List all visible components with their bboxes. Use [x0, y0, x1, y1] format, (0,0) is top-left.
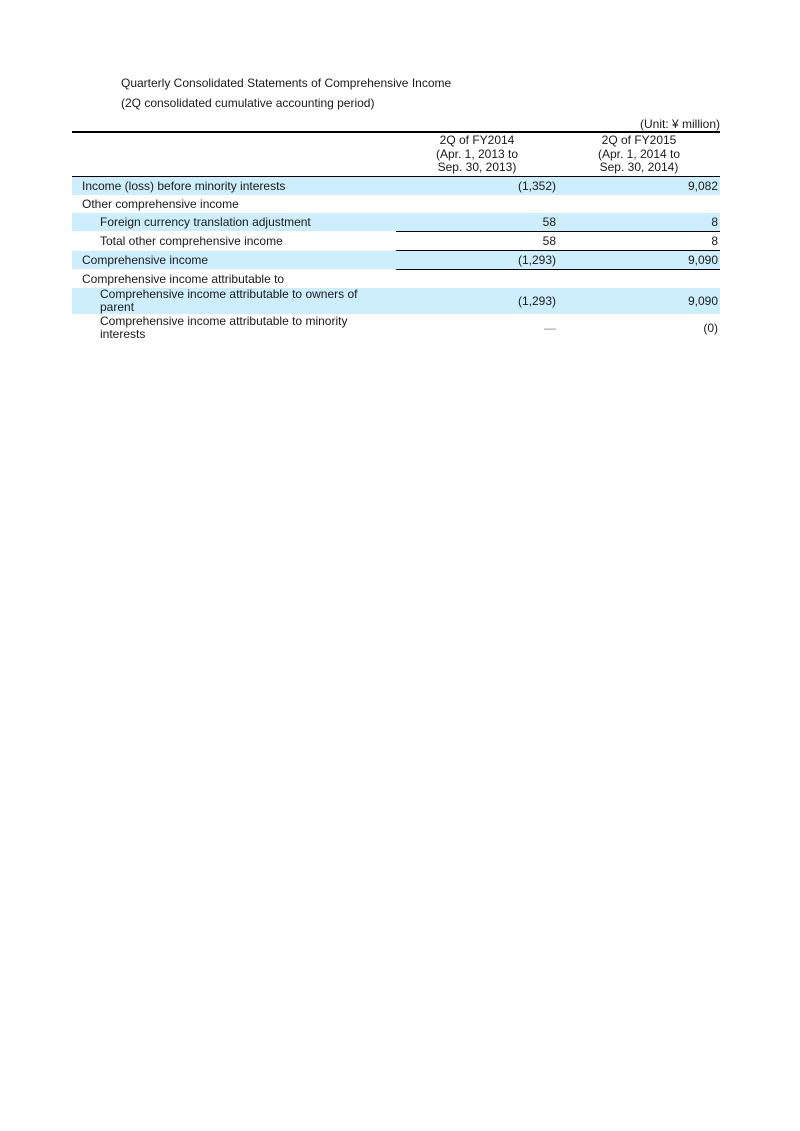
- table-row: [72, 232, 720, 250]
- value-fy2015: 9,082: [687, 179, 718, 193]
- value-fy2015: 8: [711, 215, 718, 229]
- table-row: [72, 251, 720, 269]
- column-header-line: (Apr. 1, 2014 to: [597, 146, 681, 161]
- table-row: [72, 270, 720, 288]
- table-row: [72, 177, 720, 195]
- row-label: Comprehensive income: [82, 253, 209, 267]
- value-fy2014: (1,293): [517, 253, 556, 267]
- statement-subtitle: (2Q consolidated cumulative accounting period): [121, 96, 375, 110]
- column-header-line: Sep. 30, 2014): [599, 160, 679, 174]
- row-label: Total other comprehensive income: [100, 234, 283, 248]
- row-label: Comprehensive income attributable to owners of parent: [100, 287, 358, 314]
- value-fy2014: (1,352): [517, 179, 556, 193]
- value-fy2015: 9,090: [687, 253, 718, 267]
- row-label: Income (loss) before minority interests: [82, 179, 286, 193]
- value-fy2014: (1,293): [517, 294, 556, 308]
- table-row: [72, 288, 720, 314]
- value-fy2014: 58: [542, 215, 556, 229]
- value-fy2015: 9,090: [687, 294, 718, 308]
- table-row: [72, 213, 720, 231]
- value-fy2015: (0): [703, 321, 718, 335]
- value-fy2014: —: [544, 321, 556, 335]
- column-header-line: Sep. 30, 2013): [437, 160, 517, 174]
- row-label: Comprehensive income attributable to: [82, 272, 285, 286]
- unit-label: (Unit: ¥ million): [639, 117, 720, 131]
- column-header-line: 2Q of FY2014: [439, 133, 515, 147]
- column-header-line: (Apr. 1, 2013 to: [435, 146, 519, 161]
- row-label: Other comprehensive income: [82, 197, 239, 211]
- statement-title: Quarterly Consolidated Statements of Comprehensive Income: [121, 76, 452, 90]
- value-fy2015: 8: [711, 234, 718, 248]
- column-header-fy2015: [559, 134, 719, 175]
- value-fy2014: 58: [542, 234, 556, 248]
- column-header-line: 2Q of FY2015: [601, 133, 677, 147]
- row-label: Comprehensive income attributable to minority interests: [100, 314, 348, 341]
- table-row: [72, 195, 720, 213]
- row-label: Foreign currency translation adjustment: [100, 215, 311, 229]
- table-row: [72, 314, 720, 342]
- column-header-fy2014: [397, 134, 557, 175]
